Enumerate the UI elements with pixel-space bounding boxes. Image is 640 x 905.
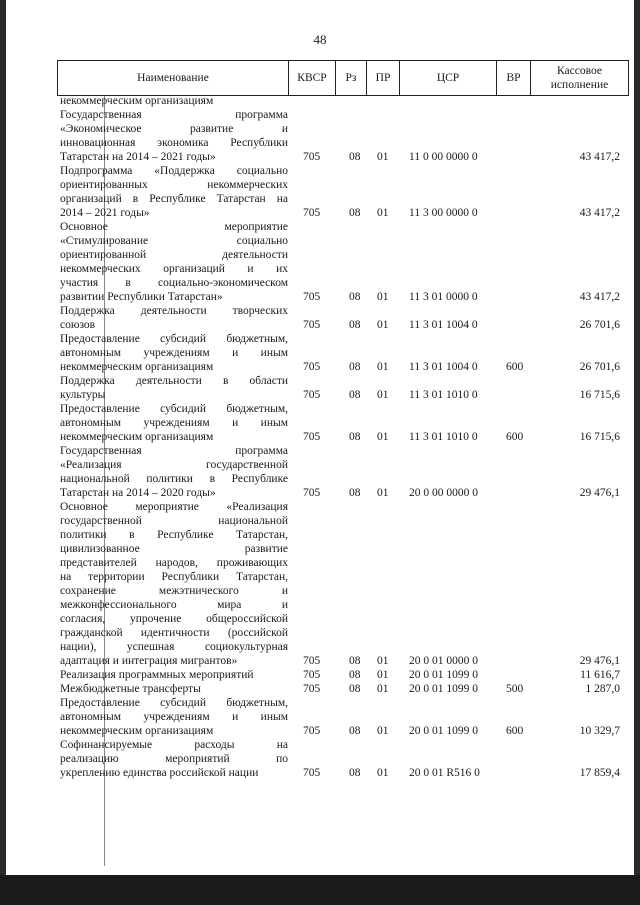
table-row xyxy=(60,164,630,220)
row-rz: 08 xyxy=(349,669,361,681)
row-name xyxy=(60,668,288,682)
row-pr: 01 xyxy=(377,319,389,331)
row-name-line: адаптация и интеграция мигрантов» xyxy=(60,655,238,667)
row-name-line: автономным учреждениям и иным xyxy=(60,417,288,429)
row-name-line: участия в социально-экономическом xyxy=(60,277,288,289)
row-pr: 01 xyxy=(377,669,389,681)
row-amount: 26 701,6 xyxy=(579,319,620,331)
table-row xyxy=(60,332,630,374)
row-name-line: Подпрограмма «Поддержка социально xyxy=(60,165,288,177)
row-kvsr: 705 xyxy=(303,655,321,667)
row-kvsr: 705 xyxy=(303,207,321,219)
row-rz: 08 xyxy=(349,725,361,737)
table-row xyxy=(60,738,630,780)
row-kvsr: 705 xyxy=(303,669,321,681)
row-kvsr: 705 xyxy=(303,151,321,163)
row-csr: 20 0 01 0000 0 xyxy=(409,655,478,667)
row-name-line: ориентированных некоммерческих xyxy=(60,179,288,191)
table-row xyxy=(60,94,630,108)
row-csr: 11 0 00 0000 0 xyxy=(409,151,478,163)
row-vr: 600 xyxy=(506,431,524,443)
row-name-line: некоммерческих организаций и их xyxy=(60,263,288,275)
row-amount: 43 417,2 xyxy=(579,151,620,163)
row-rz: 08 xyxy=(349,655,361,667)
row-rz: 08 xyxy=(349,767,361,779)
table-body xyxy=(60,94,630,780)
row-kvsr: 705 xyxy=(303,291,321,303)
table-row xyxy=(60,696,630,738)
row-kvsr: 705 xyxy=(303,725,321,737)
row-name-line: некоммерческим организациям xyxy=(60,431,214,443)
table-row xyxy=(60,304,630,332)
row-name-line: Поддержка деятельности творческих xyxy=(60,305,288,317)
row-name-line: Татарстан на 2014 – 2021 годы» xyxy=(60,151,216,163)
row-pr: 01 xyxy=(377,655,389,667)
row-name-line: «Экономическое развитие и xyxy=(60,123,288,135)
row-csr: 11 3 01 1010 0 xyxy=(409,389,478,401)
row-name-line: развитии Республики Татарстан» xyxy=(60,291,223,303)
row-pr: 01 xyxy=(377,389,389,401)
table-row xyxy=(60,220,630,304)
scan-right-edge xyxy=(634,0,640,905)
row-vr: 600 xyxy=(506,361,524,373)
row-pr: 01 xyxy=(377,207,389,219)
row-name xyxy=(60,164,288,220)
row-name-line: сохранение межэтнического и xyxy=(60,585,288,597)
row-name-line: автономным учреждениям и иным xyxy=(60,347,288,359)
row-amount: 29 476,1 xyxy=(579,487,620,499)
row-amount: 29 476,1 xyxy=(579,655,620,667)
row-rz: 08 xyxy=(349,291,361,303)
row-csr: 11 3 00 0000 0 xyxy=(409,207,478,219)
row-name xyxy=(60,402,288,444)
row-vr: 500 xyxy=(506,683,524,695)
row-name-line: межконфессионального мира и xyxy=(60,599,288,611)
row-name xyxy=(60,738,288,780)
page-number: 48 xyxy=(313,32,327,47)
row-name-line: Государственная программа xyxy=(60,109,288,121)
row-name-line: союзов xyxy=(60,319,96,331)
row-csr: 11 3 01 1004 0 xyxy=(409,361,478,373)
header-amount xyxy=(531,61,628,95)
row-name-line: автономным учреждениям и иным xyxy=(60,711,288,723)
row-kvsr: 705 xyxy=(303,431,321,443)
row-amount: 16 715,6 xyxy=(579,431,620,443)
row-csr: 11 3 01 1004 0 xyxy=(409,319,478,331)
header-csr: ЦСР xyxy=(400,61,497,95)
table-row xyxy=(60,402,630,444)
row-pr: 01 xyxy=(377,767,389,779)
row-name-line: инновационная экономика Республики xyxy=(60,137,288,149)
row-name-line: гражданской идентичности (российской xyxy=(60,627,288,639)
row-csr: 20 0 01 R516 0 xyxy=(409,767,480,779)
scan-bottom-bar xyxy=(0,875,640,905)
row-name-line: реализацию мероприятий по xyxy=(60,753,288,765)
header-vr: ВР xyxy=(497,61,531,95)
row-name xyxy=(60,304,288,332)
row-name-line: Основное мероприятие «Реализация xyxy=(60,501,288,513)
row-name-line: укреплению единства российской нации xyxy=(60,767,259,779)
row-name-line: «Стимулирование социально xyxy=(60,235,288,247)
row-rz: 08 xyxy=(349,431,361,443)
row-rz: 08 xyxy=(349,319,361,331)
row-amount: 16 715,6 xyxy=(579,389,620,401)
table-row xyxy=(60,668,630,682)
header-pr: ПР xyxy=(367,61,400,95)
row-rz: 08 xyxy=(349,207,361,219)
row-kvsr: 705 xyxy=(303,487,321,499)
row-name xyxy=(60,682,288,696)
row-name-line: организаций в Республике Татарстан на xyxy=(60,193,288,205)
row-kvsr: 705 xyxy=(303,319,321,331)
row-name-line: ориентированной деятельности xyxy=(60,249,288,261)
row-name-line: Реализация программных мероприятий xyxy=(60,669,254,681)
header-name: Наименование xyxy=(58,61,289,95)
row-csr: 20 0 01 1099 0 xyxy=(409,669,478,681)
scan-left-edge xyxy=(0,0,6,905)
row-name xyxy=(60,500,288,668)
row-name-line: «Реализация государственной xyxy=(60,459,288,471)
header-kvsr: КВСР xyxy=(289,61,336,95)
row-amount: 26 701,6 xyxy=(579,361,620,373)
row-name-line: Предоставление субсидий бюджетным, xyxy=(60,697,288,709)
row-name-line: некоммерческим организациям xyxy=(60,725,214,737)
row-rz: 08 xyxy=(349,683,361,695)
row-name-line: Основное мероприятие xyxy=(60,221,288,233)
table-row xyxy=(60,444,630,500)
row-csr: 20 0 01 1099 0 xyxy=(409,725,478,737)
row-name-line: представителей народов, проживающих xyxy=(60,557,288,569)
row-name-line: на территории Республики Татарстан, xyxy=(60,571,288,583)
row-rz: 08 xyxy=(349,487,361,499)
row-name-line: Софинансируемые расходы на xyxy=(60,739,288,751)
row-kvsr: 705 xyxy=(303,361,321,373)
row-name xyxy=(60,108,288,164)
row-name-line: Предоставление субсидий бюджетным, xyxy=(60,403,288,415)
row-pr: 01 xyxy=(377,725,389,737)
row-name-line: некоммерческим организациям xyxy=(60,361,214,373)
header-rz: Рз xyxy=(336,61,367,95)
row-name xyxy=(60,696,288,738)
table-row xyxy=(60,374,630,402)
row-name-line: государственной национальной xyxy=(60,515,288,527)
row-amount: 43 417,2 xyxy=(579,291,620,303)
header-amount-line1: Кассовое xyxy=(557,65,602,77)
table-header xyxy=(57,60,629,96)
row-amount: 11 616,7 xyxy=(580,669,620,681)
row-amount: 17 859,4 xyxy=(579,767,620,779)
row-vr: 600 xyxy=(506,725,524,737)
row-name-line: национальной политики в Республике xyxy=(60,473,288,485)
row-kvsr: 705 xyxy=(303,683,321,695)
row-name-line: цивилизованное развитие xyxy=(60,543,288,555)
row-name-line: Государственная программа xyxy=(60,445,288,457)
row-name xyxy=(60,374,288,402)
row-name-line: политики в Республике Татарстан, xyxy=(60,529,288,541)
row-amount: 1 287,0 xyxy=(585,683,620,695)
row-pr: 01 xyxy=(377,361,389,373)
row-pr: 01 xyxy=(377,151,389,163)
table-row xyxy=(60,682,630,696)
row-name xyxy=(60,220,288,304)
table-row xyxy=(60,500,630,668)
row-csr: 11 3 01 1010 0 xyxy=(409,431,478,443)
row-rz: 08 xyxy=(349,151,361,163)
row-kvsr: 705 xyxy=(303,767,321,779)
row-name xyxy=(60,444,288,500)
row-amount: 43 417,2 xyxy=(579,207,620,219)
row-name-line: Межбюджетные трансферты xyxy=(60,683,201,695)
row-name-line: Татарстан на 2014 – 2020 годы» xyxy=(60,487,216,499)
row-name-line: Предоставление субсидий бюджетным, xyxy=(60,333,288,345)
row-kvsr: 705 xyxy=(303,389,321,401)
row-name-line: культуры xyxy=(60,389,106,401)
row-pr: 01 xyxy=(377,683,389,695)
row-pr: 01 xyxy=(377,291,389,303)
row-pr: 01 xyxy=(377,431,389,443)
row-name-line: согласия, упрочение общероссийской xyxy=(60,613,288,625)
header-amount-line2: исполнение xyxy=(550,79,609,91)
row-name-line: 2014 – 2021 годы» xyxy=(60,207,150,219)
row-pr: 01 xyxy=(377,487,389,499)
row-csr: 11 3 01 0000 0 xyxy=(409,291,478,303)
row-name xyxy=(60,332,288,374)
row-csr: 20 0 00 0000 0 xyxy=(409,487,478,499)
row-rz: 08 xyxy=(349,389,361,401)
row-name-line: Поддержка деятельности в области xyxy=(60,375,288,387)
row-name xyxy=(60,94,288,108)
row-rz: 08 xyxy=(349,361,361,373)
row-csr: 20 0 01 1099 0 xyxy=(409,683,478,695)
row-amount: 10 329,7 xyxy=(579,725,620,737)
table-row xyxy=(60,108,630,164)
row-name-line: нации), успешная социокультурная xyxy=(60,641,288,653)
row-name-line: некоммерческим организациям xyxy=(60,95,214,107)
